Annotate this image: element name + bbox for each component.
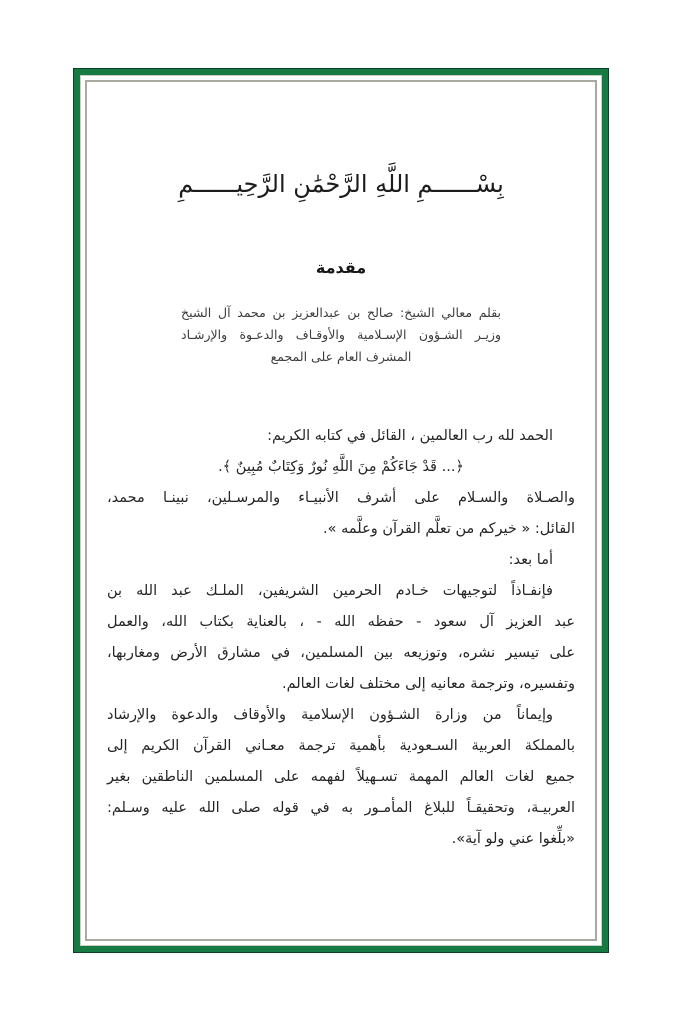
- amma-baad-line: أما بعد:: [508, 552, 553, 568]
- quran-verse: ﴿... قَدْ جَاءَكُمْ مِنَ اللَّهِ نُورٌ وَكِتَابٌ مُبِينٌ ﴾.: [218, 459, 464, 475]
- salat-line-2: القائل: « خيركم من تعلَّم القرآن وعلَّمه ».: [323, 521, 575, 537]
- paragraph2-line: العربيـة، وتحقيقـاً للبلاغ المأمـور به في قوله صلى الله عليه وسـلم:: [107, 800, 575, 816]
- body-text: [107, 421, 575, 855]
- paragraph1-line: على تيسير نشره، وتوزيعه بين المسلمين، في مشارق الأرض ومغاربها،: [107, 645, 575, 661]
- byline-author: بقلم معالي الشيخ: صالح بن عبدالعزيز بن محمد آل الشيخ: [181, 305, 501, 320]
- page-title: مقدمة: [315, 258, 367, 277]
- byline-block: [181, 302, 501, 368]
- paragraph2-line: بالمملكة العربية السـعودية بأهمية ترجمة معـاني القرآن الكريم إلى: [107, 738, 575, 754]
- paragraph2-line: «بلِّغوا عني ولو آية».: [451, 831, 575, 847]
- paragraph1-line: عبد العزيز آل سعود - حفظه الله - ، بالعناية بكتاب الله، والعمل: [107, 614, 575, 630]
- paragraph1-line: وتفسيره، وترجمة معانيه إلى مختلف لغات العالم.: [281, 676, 575, 692]
- paragraph1-line: فإنفـاذاً لتوجيهات خـادم الحرمين الشريفين، الملـك عبد الله بن: [107, 583, 553, 599]
- byline-supervisor: المشرف العام على المجمع: [270, 349, 412, 364]
- salat-line-1: والصـلاة والسـلام على أشرف الأنبيـاء والمرسـلين، نبينـا محمد،: [107, 490, 575, 506]
- paragraph2-line: وإيماناً من وزارة الشـؤون الإسلامية والأوقاف والدعوة والإرشاد: [107, 707, 553, 723]
- opening-line: الحمد لله رب العالمين ، القائل في كتابه الكريم:: [267, 428, 553, 444]
- bismillah-calligraphy: بِسْــــــمِ اللَّهِ الرَّحْمَٰنِ الرَّحِيــــــمِ: [178, 170, 504, 198]
- paragraph2-line: جميع لغات العالم المهمة تسـهيلاً لفهمه على المسلمين الناطقين بغير: [107, 769, 575, 785]
- byline-role: وزيـر الشـؤون الإسـلامية والأوقـاف والدعـوة والإرشـاد: [181, 327, 501, 342]
